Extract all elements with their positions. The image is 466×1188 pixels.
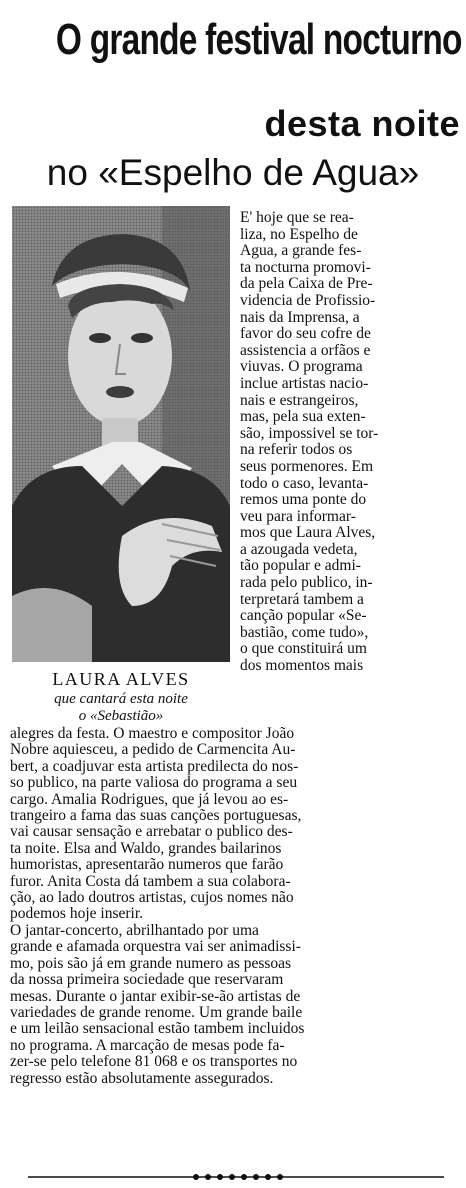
article-column-text: E' hoje que se rea- liza, no Espelho de Agua, a grande fes- ta nocturna promovi- da pela Caixa de Pre- videncia de Profissio- nais da Imprensa, a favor do seu cofre de assistencia a orfãos e viuvas. O programa inclue artistas nacio- nais e estrangeiros, mas, pela sua exten- são, impossivel se tor- na referir todos os seus pormenores. Em todo o caso, levanta- remos uma ponte do veu para informar- mos que Laura Alves, a azougada vedeta, tão popular e admi- rada pelo publico, in- terpretará tambem a canção popular «Se- bastião, come tudo», o que constituirá um dos momentos mais [240,209,379,675]
photo-caption-name: LAURA ALVES [52,669,190,689]
photo-caption-line: que cantará esta noite [54,691,188,707]
portrait-photo [12,206,230,662]
subheadline: desta noite [264,103,460,144]
headline: O grande festival nocturno [55,15,462,64]
photo-caption-line: o «Sebastião» [78,708,164,724]
venue-line: no «Espelho de Agua» [46,152,420,193]
decorative-divider [28,1172,444,1182]
article-body-text: alegres da festa. O maestro e compositor João Nobre aquiesceu, a pedido de Carmencita Au- bert, a coadjuvar esta artista predilecta do nos- so publico, na parte valiosa do programa a seu cargo. Amalia Rodrigues, que já levou ao es- trangeiro a fama das suas canções portuguesas, vai causar sensação e arrebatar o publico des- ta noite. Elsa and Waldo, grandes bailarinos humoristas, apresentarão numeros que farão furor. Anita Costa dá tambem a sua colabora- ção, ao lado doutros artistas, cujos nomes não podemos hoje inserir. O jantar-concerto, abrilhantado por uma grande e afamada orquestra vai ser animadissi- mo, pois são já em grande numero as pessoas da nossa primeira sociedade que reservaram mesas. Durante o jantar exibir-se-ão artistas de variedades de grande renome. Um grande baile e um leilão sensacional estão tambem incluidos no programa. A marcação de mesas pode fa- zer-se pelo telefone 81 068 e os transportes no regresso estão absolutamente assegurados. [10,725,305,1087]
